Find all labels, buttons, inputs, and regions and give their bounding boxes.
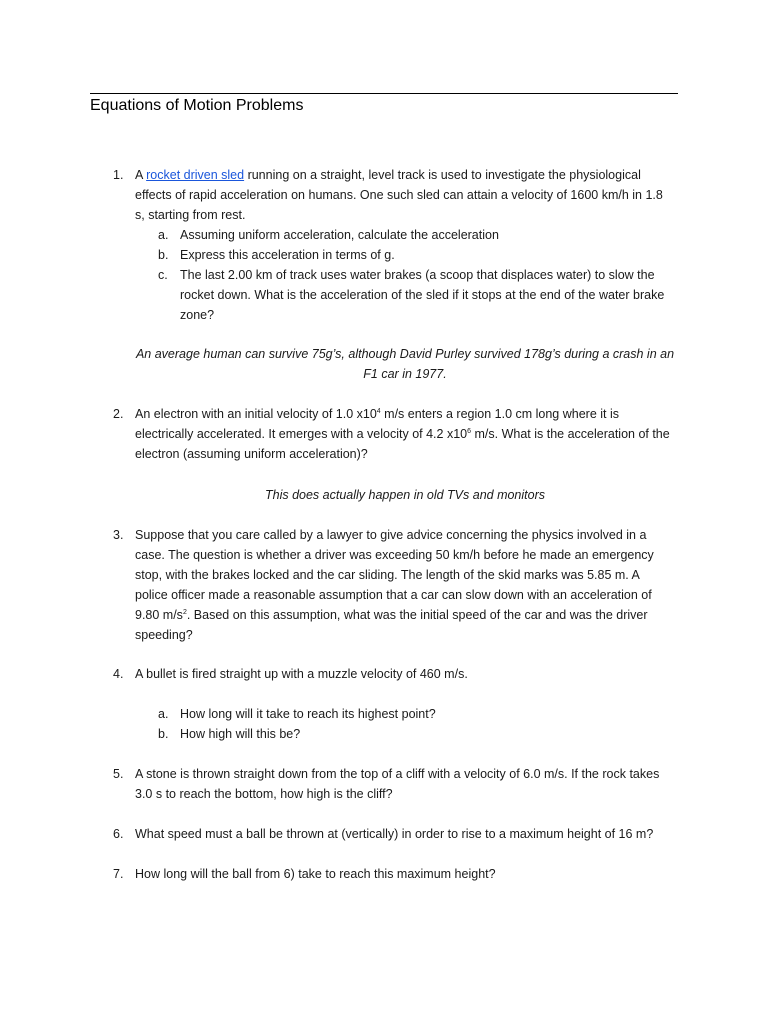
question-text-part: . Based on this assumption, what was the initial speed of the car and was the driver speeding? bbox=[135, 608, 648, 642]
sub-text: Express this acceleration in terms of g. bbox=[180, 248, 395, 262]
exponent: 2 bbox=[182, 608, 187, 616]
question-text: What speed must a ball be thrown at (vertically) in order to rise to a maximum height of 16 m? bbox=[135, 827, 654, 841]
question-text bbox=[135, 404, 675, 464]
exponent: 4 bbox=[376, 407, 381, 415]
rocket-sled-link[interactable]: rocket driven sled bbox=[146, 168, 245, 182]
question-text bbox=[135, 165, 675, 225]
question-text-part: Suppose that you care called by a lawyer to give advice concerning the physics involved in a case. The question is whether a driver was exceeding 50 km/h before he made an emergency stop, with the brakes locked and the car sliding. The length of the skid marks was 5.85 m. A police officer made a reasonable assumption that a car can slow down with an acceleration of 9.80 m/s bbox=[135, 528, 654, 622]
note-human-g-force: An average human can survive 75g’s, although David Purley survived 178g’s during a crash in an F1 car in 1977. bbox=[135, 347, 675, 381]
question-text: How long will the ball from 6) take to reach this maximum height? bbox=[135, 867, 496, 881]
question-number: 7. bbox=[113, 867, 124, 881]
question-text-part: An electron with an initial velocity of 1.0 x10 bbox=[135, 407, 377, 421]
header-rule bbox=[90, 93, 678, 94]
question-text: A stone is thrown straight down from the top of a cliff with a velocity of 6.0 m/s. If the rock takes 3.0 s to reach the bottom, how high is the cliff? bbox=[135, 767, 660, 801]
note-old-tvs: This does actually happen in old TVs and monitors bbox=[264, 488, 546, 502]
exponent: 6 bbox=[467, 427, 472, 435]
question-text-part: m/s. What is the acceleration of the electron (assuming uniform acceleration)? bbox=[135, 427, 670, 461]
sub-text: How long will it take to reach its highest point? bbox=[180, 707, 436, 721]
sub-text: The last 2.00 km of track uses water brakes (a scoop that displaces water) to slow the rocket down. What is the acceleration of the sled if it stops at the end of the water brake zone? bbox=[180, 268, 665, 322]
sub-letter: b. bbox=[158, 248, 169, 262]
question-number: 3. bbox=[113, 528, 124, 542]
page-title: Equations of Motion Problems bbox=[90, 97, 304, 114]
sub-letter: a. bbox=[158, 228, 169, 242]
sub-text: Assuming uniform acceleration, calculate the acceleration bbox=[180, 228, 499, 242]
sub-letter: a. bbox=[158, 707, 169, 721]
question-text-part: m/s enters a region 1.0 cm long where it is electrically accelerated. It emerges with a velocity of 4.2 x10 bbox=[135, 407, 620, 441]
question-number: 4. bbox=[113, 667, 124, 681]
question-number: 2. bbox=[113, 407, 124, 421]
sub-letter: b. bbox=[158, 727, 169, 741]
question-number: 6. bbox=[113, 827, 124, 841]
question-number: 5. bbox=[113, 767, 124, 781]
question-number: 1. bbox=[113, 168, 124, 182]
question-text bbox=[135, 525, 675, 645]
question-text-start: A bbox=[135, 168, 147, 182]
sub-letter: c. bbox=[158, 268, 168, 282]
question-text-rest: running on a straight, level track is used to investigate the physiological effects of rapid acceleration on humans. One such sled can attain a velocity of 1600 km/h in 1.8 s, starting from rest. bbox=[135, 168, 663, 222]
question-text: A bullet is fired straight up with a muzzle velocity of 460 m/s. bbox=[135, 667, 468, 681]
sub-text: How high will this be? bbox=[180, 727, 301, 741]
